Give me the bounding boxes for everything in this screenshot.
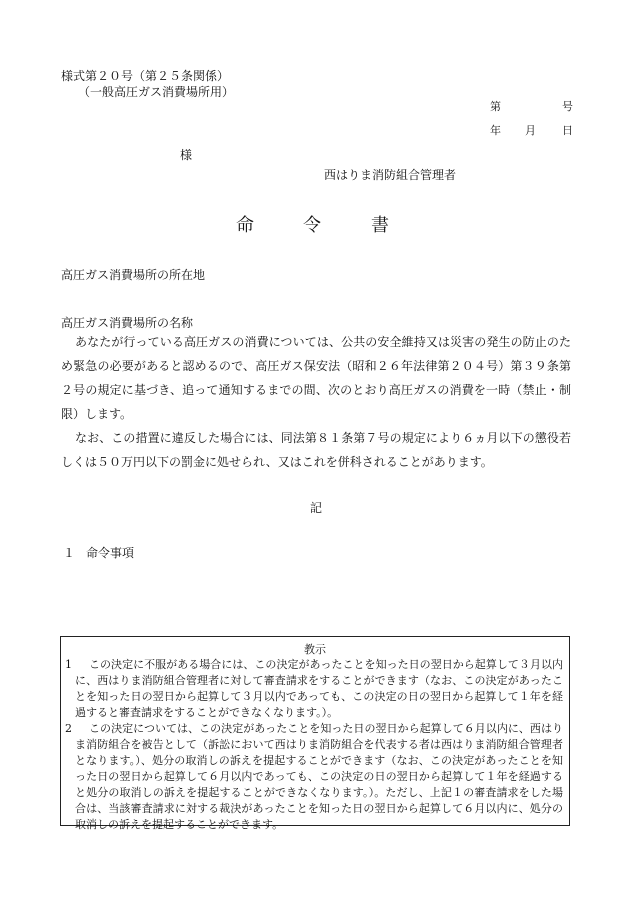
title-char-1: 命 — [236, 215, 254, 236]
notice-box — [60, 636, 570, 831]
form-subtitle: （一般高圧ガス消費場所用） — [78, 85, 235, 99]
body-paragraph-2: なお、この措置に違反した場合には、同法第８１条第７号の規定により６ヵ月以下の懲役若しくは５０万円以下の罰金に処せられ、又はこれを併科されることがあります。 — [61, 431, 571, 469]
item-1-label: 命令事項 — [86, 546, 135, 560]
title-char-3: 書 — [371, 215, 389, 236]
item-1-number: １ — [63, 546, 76, 560]
notice-item-1 — [65, 657, 563, 721]
addressee-honorific: 様 — [180, 148, 193, 162]
title-char-2: 令 — [303, 215, 321, 236]
notice-title: 教示 — [304, 643, 326, 656]
date-year: 年 — [490, 124, 501, 137]
body-paragraph-1: あなたが行っている高圧ガスの消費については、公共の安全維持又は災害の発生の防止のため緊急の必要があると認めるので、高圧ガス保安法（昭和２６年法律第２０４号）第３９条第２号の規定に基づき、追って通知するまでの間、次のとおり高圧ガスの消費を一時（禁止・制限）します。 — [61, 335, 571, 421]
form-number: 様式第２０号（第２５条関係） — [61, 69, 230, 83]
date-day: 日 — [562, 124, 573, 137]
notice-item-2-text: この決定については、この決定があったことを知った日の翌日から起算して６月以内に、西はりま消防組合を被告として（訴訟において西はりま消防組合を代表する者は西はりま消防組合管理者となります。）、処分の取消しの訴えを提起することができます（なお、この決定があったことを知った日の翌日から起算して６月以内であっても、この決定の日の翌日から起算して１年を経過すると処分の取消しの訴えを提起することができなくなります。）。ただし、上記１の審査請求をした場合は、当該審査請求に対する裁決があったことを知った日の翌日から起算して６月以内に、処分の取消しの訴えを提起することができます。 — [75, 722, 563, 831]
notice-item-1-number: 1 — [65, 658, 72, 671]
notice-item-1-text: この決定に不服がある場合には、この決定があったことを知った日の翌日から起算して３月以内に、西はりま消防組合管理者に対して審査請求をすることができます（なお、この決定があったことを知った日の翌日から起算して３月以内であっても、この決定の日の翌日から起算して１年を経過すると審査請求をすることができなくなります。）。 — [75, 658, 563, 719]
notice-item-2-number: 2 — [65, 722, 72, 735]
issuer-name: 西はりま消防組合管理者 — [324, 168, 457, 182]
name-label: 高圧ガス消費場所の名称 — [61, 316, 194, 330]
location-label: 高圧ガス消費場所の所在地 — [61, 268, 206, 282]
date-month: 月 — [525, 124, 536, 137]
ki-heading: 記 — [310, 501, 323, 515]
notice-item-2 — [65, 721, 563, 833]
doc-number-prefix: 第 — [490, 100, 501, 113]
doc-number-suffix: 号 — [562, 100, 573, 113]
